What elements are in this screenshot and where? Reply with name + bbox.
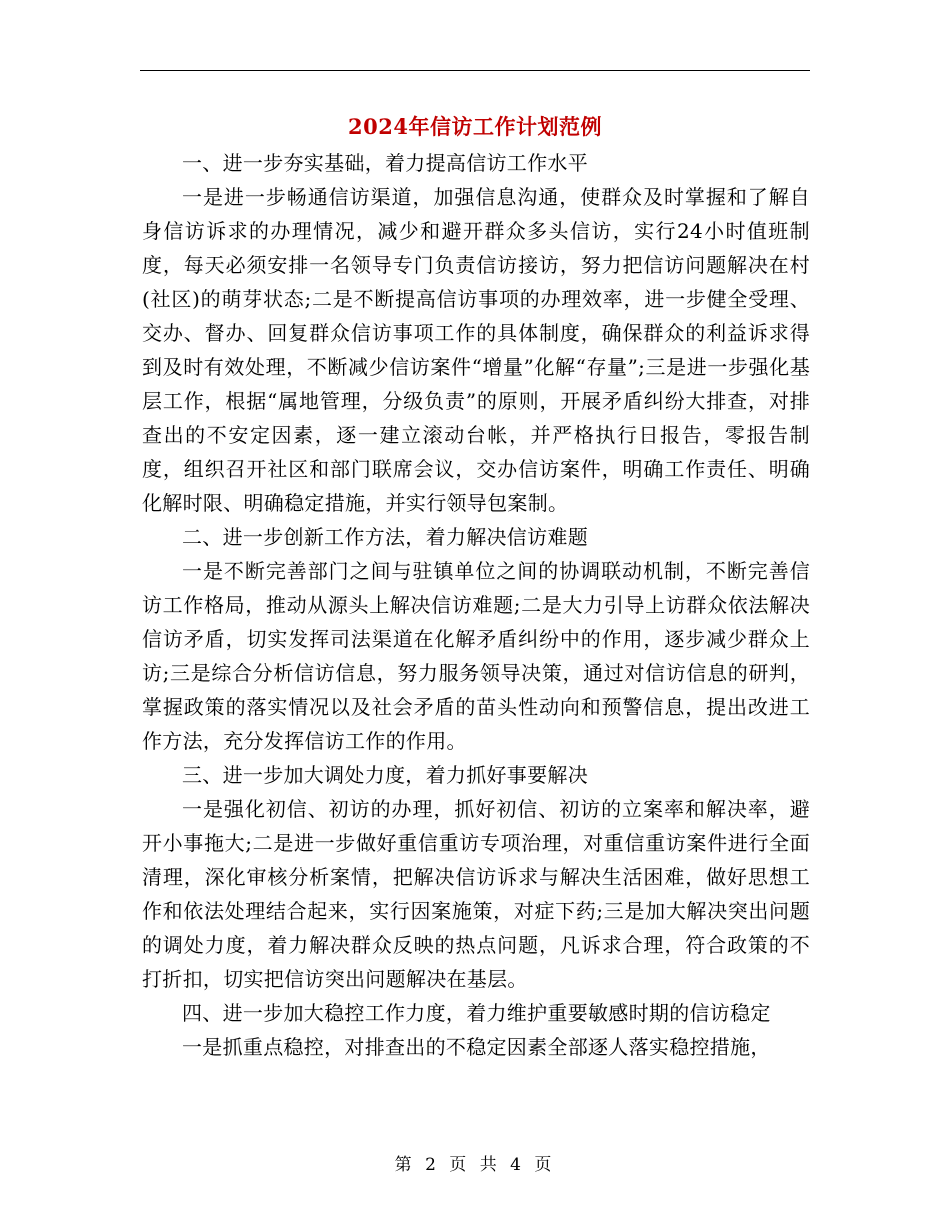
body-paragraph-2: 一是不断完善部门之间与驻镇单位之间的协调联动机制，不断完善信访工作格局，推动从源头上解决信访难题;二是大力引导上访群众依法解决信访矛盾，切实发挥司法渠道在化解矛盾纠纷中的作用，逐步减少群众上访;三是综合分析信访信息，努力服务领导决策，通过对信访信息的研判，掌握政策的落实情况以及社会矛盾的苗头性动向和预警信息，提出改进工作方法，充分发挥信访工作的作用。 (142, 559, 810, 753)
document-body (142, 146, 810, 1064)
section-heading-3: 三、进一步加大调处力度，着力抓好事要解决 (182, 763, 588, 787)
section-heading-1: 一、进一步夯实基础，着力提高信访工作水平 (182, 151, 588, 175)
page-title: 2024年信访工作计划范例 (348, 114, 602, 139)
header-rule (140, 70, 810, 71)
page-footer: 第 2 页 共 4 页 (394, 1155, 556, 1175)
section-heading-4: 四、进一步加大稳控工作力度，着力维护重要敏感时期的信访稳定 (182, 1001, 771, 1025)
body-paragraph-4: 一是抓重点稳控，对排查出的不稳定因素全部逐人落实稳控措施， (182, 1035, 771, 1059)
section-heading-2: 二、进一步创新工作方法，着力解决信访难题 (182, 525, 588, 549)
body-paragraph-1: 一是进一步畅通信访渠道，加强信息沟通，使群众及时掌握和了解自身信访诉求的办理情况，减少和避开群众多头信访，实行24小时值班制度，每天必须安排一名领导专门负责信访接访，努力把信访问题解决在村(社区)的萌芽状态;二是不断提高信访事项的办理效率，进一步健全受理、交办、督办、回复群众信访事项工作的具体制度，确保群众的利益诉求得到及时有效处理，不断减少信访案件“增量”化解“存量”;三是进一步强化基层工作，根据“属地管理，分级负责”的原则，开展矛盾纠纷大排查，对排查出的不安定因素，逐一建立滚动台帐，并严格执行日报告，零报告制度，组织召开社区和部门联席会议，交办信访案件，明确工作责任、明确化解时限、明确稳定措施，并实行领导包案制。 (142, 185, 810, 515)
body-paragraph-3: 一是强化初信、初访的办理，抓好初信、初访的立案率和解决率，避开小事拖大;二是进一步做好重信重访专项治理，对重信重访案件进行全面清理，深化审核分析案情，把解决信访诉求与解决生活困难，做好思想工作和依法处理结合起来，实行因案施策，对症下药;三是加大解决突出问题的调处力度，着力解决群众反映的热点问题，凡诉求合理，符合政策的不打折扣，切实把信访突出问题解决在基层。 (142, 797, 810, 991)
